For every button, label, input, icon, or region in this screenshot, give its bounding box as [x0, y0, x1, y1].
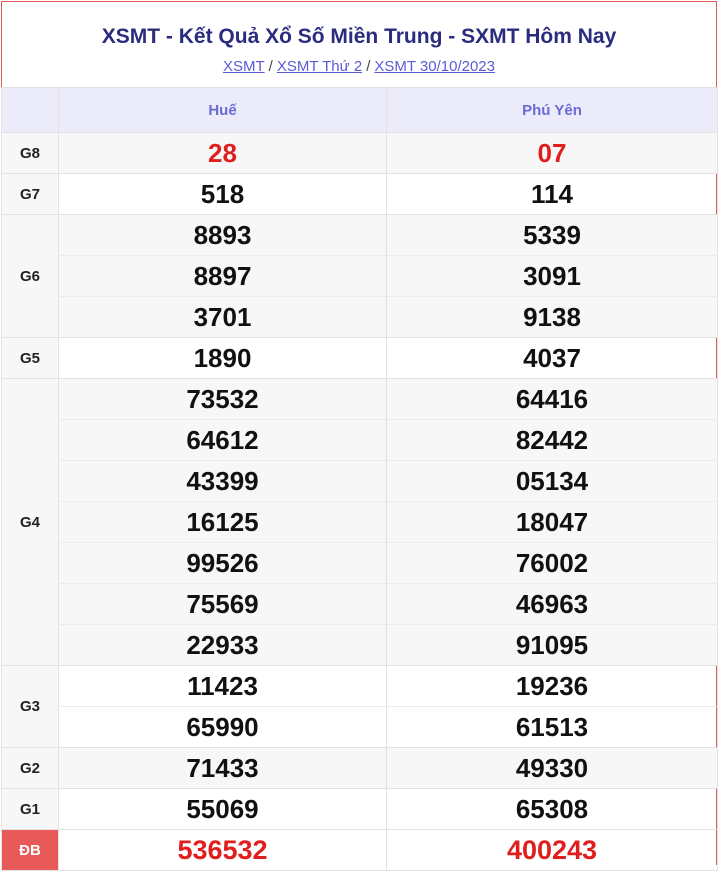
result-number: 55069	[186, 794, 259, 824]
prize-row-g5	[2, 338, 718, 379]
results-header	[2, 2, 716, 88]
breadcrumb-link-date[interactable]: XSMT 30/10/2023	[374, 58, 495, 75]
prize-label: G5	[2, 338, 59, 379]
result-cell-phuyen	[387, 338, 718, 379]
prize-row-g1	[2, 789, 718, 830]
result-number: 61513	[387, 706, 717, 747]
result-cell-hue	[59, 338, 387, 379]
result-number: 73532	[186, 384, 259, 414]
result-number: 46963	[387, 583, 717, 624]
result-number: 3091	[387, 255, 717, 296]
result-cell-phuyen	[387, 379, 718, 666]
result-number: 518	[200, 179, 245, 209]
column-header-hue: Huế	[59, 88, 387, 133]
result-number: 8893	[193, 220, 252, 250]
result-cell-phuyen	[387, 748, 718, 789]
result-number: 5339	[523, 220, 581, 250]
breadcrumb-separator: /	[366, 58, 371, 75]
prize-label: G4	[2, 379, 59, 666]
prize-label: G7	[2, 174, 59, 215]
result-cell-hue	[59, 666, 387, 748]
result-number: 3701	[59, 296, 386, 337]
result-number: 536532	[177, 835, 268, 865]
results-table	[1, 87, 718, 871]
prize-row-g6	[2, 215, 718, 338]
result-cell-hue	[59, 830, 387, 871]
prize-row-g4	[2, 379, 718, 666]
result-number: 49330	[515, 753, 589, 783]
prize-label: G8	[2, 133, 59, 174]
result-number: 99526	[59, 542, 386, 583]
result-cell-phuyen	[387, 133, 718, 174]
breadcrumb	[2, 57, 716, 77]
result-number: 64416	[515, 384, 589, 414]
breadcrumb-separator: /	[268, 58, 273, 75]
result-number: 18047	[387, 501, 717, 542]
breadcrumb-link-weekday[interactable]: XSMT Thứ 2	[276, 58, 363, 75]
result-number: 8897	[59, 255, 386, 296]
result-cell-hue	[59, 379, 387, 666]
result-number: 64612	[59, 419, 386, 460]
result-cell-hue	[59, 133, 387, 174]
result-number: 9138	[387, 296, 717, 337]
results-body	[2, 133, 718, 871]
result-number: 07	[537, 138, 567, 168]
prize-row-g8	[2, 133, 718, 174]
result-number: 11423	[187, 671, 258, 701]
result-number: 400243	[506, 835, 598, 865]
prize-row-đb	[2, 830, 718, 871]
result-number: 71433	[186, 753, 259, 783]
result-number: 22933	[59, 624, 386, 665]
result-number: 82442	[387, 419, 717, 460]
prize-label: G6	[2, 215, 59, 338]
result-number: 114	[531, 179, 573, 209]
result-cell-phuyen	[387, 215, 718, 338]
prize-row-g3	[2, 666, 718, 748]
result-number: 65308	[515, 794, 589, 824]
results-panel	[1, 1, 717, 865]
result-cell-phuyen	[387, 830, 718, 871]
result-number: 75569	[59, 583, 386, 624]
result-number: 43399	[59, 460, 386, 501]
prize-label: G3	[2, 666, 59, 748]
result-cell-phuyen	[387, 789, 718, 830]
result-cell-hue	[59, 215, 387, 338]
result-cell-phuyen	[387, 174, 718, 215]
result-number: 4037	[523, 343, 581, 373]
breadcrumb-link-xsmt[interactable]: XSMT	[222, 58, 265, 75]
result-number: 28	[208, 138, 237, 168]
prize-label: G1	[2, 789, 59, 830]
prize-label: ĐB	[2, 830, 59, 871]
result-number: 76002	[387, 542, 717, 583]
result-number: 05134	[387, 460, 717, 501]
prize-column-header	[2, 88, 59, 133]
result-cell-hue	[59, 174, 387, 215]
result-number: 1890	[193, 343, 252, 373]
result-cell-hue	[59, 748, 387, 789]
result-number: 91095	[387, 624, 717, 665]
result-number: 65990	[59, 706, 386, 747]
page-title: XSMT - Kết Quả Xổ Số Miền Trung - SXMT Hôm Nay	[101, 25, 617, 48]
result-number: 19236	[515, 671, 589, 701]
prize-row-g7	[2, 174, 718, 215]
table-header-row	[2, 88, 718, 133]
result-number: 16125	[59, 501, 386, 542]
column-header-phuyen: Phú Yên	[387, 88, 718, 133]
result-cell-hue	[59, 789, 387, 830]
prize-label: G2	[2, 748, 59, 789]
prize-row-g2	[2, 748, 718, 789]
result-cell-phuyen	[387, 666, 718, 748]
